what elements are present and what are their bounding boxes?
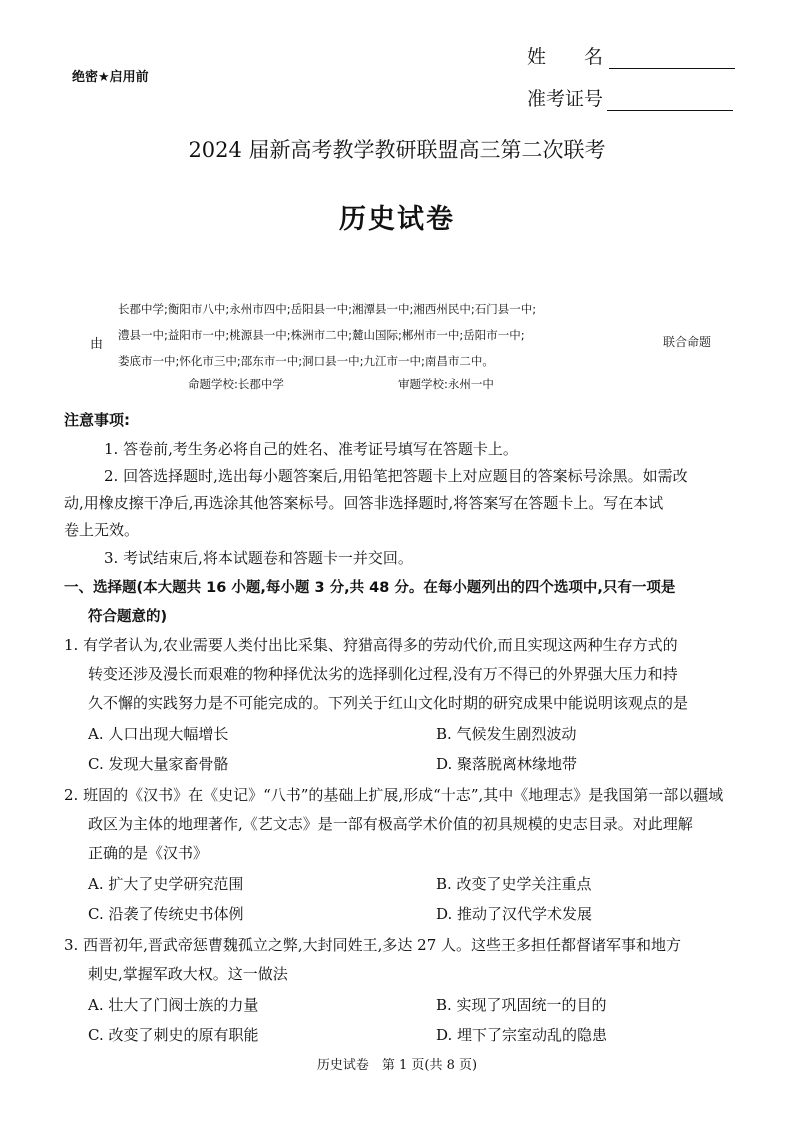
question-3-line-1: 3. 西晋初年,晋武帝惩曹魏孤立之弊,大封同姓王,多达 27 人。这些王多担任都督诸军事和地方 bbox=[64, 936, 682, 954]
question-3-option-c[interactable]: C. 改变了刺史的原有职能 bbox=[88, 1026, 259, 1044]
secret-label: 绝密★启用前 bbox=[72, 70, 149, 85]
section1-line-1: 一、选择题(本大题共 16 小题,每小题 3 分,共 48 分。在每小题列出的四个选项中,只有一项是 bbox=[64, 580, 676, 596]
question-2-line-2: 政区为主体的地理著作,《艺文志》是一部有极高学术价值的初具规模的史志目录。对此理解 bbox=[88, 815, 693, 833]
question-3-option-a[interactable]: A. 壮大了门阀士族的力量 bbox=[88, 996, 259, 1014]
schools-line-2: 澧县一中;益阳市一中;桃源县一中;株洲市二中;麓山国际;郴州市一中;岳阳市一中; bbox=[118, 328, 525, 342]
question-2-line-3: 正确的是《汉书》 bbox=[88, 844, 209, 862]
schools-prefix: 由 bbox=[90, 337, 104, 352]
section1-line-2: 符合题意的) bbox=[88, 609, 168, 625]
question-3-option-b[interactable]: B. 实现了巩固统一的目的 bbox=[436, 996, 607, 1014]
notice-item-2-line-3: 卷上无效。 bbox=[64, 521, 140, 539]
page-footer: 历史试卷 第 1 页(共 8 页) bbox=[316, 1058, 478, 1073]
question-2-option-a[interactable]: A. 扩大了史学研究范围 bbox=[88, 875, 244, 893]
question-2-option-c[interactable]: C. 沿袭了传统史书体例 bbox=[88, 905, 244, 923]
schools-line-1: 长郡中学;衡阳市八中;永州市四中;岳阳县一中;湘潭县一中;湘西州民中;石门县一中; bbox=[118, 302, 537, 316]
notice-item-3: 3. 考试结束后,将本试题卷和答题卡一并交回。 bbox=[104, 549, 413, 567]
question-2-option-b[interactable]: B. 改变了史学关注重点 bbox=[436, 875, 592, 893]
question-1-line-2: 转变还涉及漫长而艰难的物种择优汰劣的选择驯化过程,没有万不得已的外界强大压力和持 bbox=[88, 665, 678, 683]
id-field bbox=[527, 84, 733, 111]
subject-title: 历史试卷 bbox=[339, 204, 455, 235]
question-1-option-b[interactable]: B. 气候发生剧烈波动 bbox=[436, 725, 577, 743]
reviewer-school: 审题学校:永州一中 bbox=[398, 377, 494, 391]
question-3-line-2: 刺史,掌握军政大权。这一做法 bbox=[88, 965, 288, 983]
question-1-line-3: 久不懈的实践努力是不可能完成的。下列关于红山文化时期的研究成果中能说明该观点的是 bbox=[88, 694, 689, 712]
schools-line-3: 娄底市一中;怀化市三中;邵东市一中;洞口县一中;九江市一中;南昌市二中。 bbox=[118, 354, 494, 368]
name-field bbox=[527, 42, 735, 69]
name-label: 姓 名 bbox=[527, 46, 604, 68]
notice-item-2-line-2: 动,用橡皮擦干净后,再选涂其他答案标号。回答非选择题时,将答案写在答题卡上。写在本试 bbox=[64, 494, 664, 512]
exam-title: 2024 届新高考教学教研联盟高三第二次联考 bbox=[188, 138, 606, 162]
setter-school: 命题学校:长郡中学 bbox=[188, 377, 284, 391]
question-1-option-d[interactable]: D. 聚落脱离林缘地带 bbox=[436, 755, 578, 773]
notice-item-1: 1. 答卷前,考生务必将自己的姓名、准考证号填写在答题卡上。 bbox=[104, 440, 518, 458]
id-blank bbox=[607, 88, 733, 111]
id-label: 准考证号 bbox=[527, 88, 604, 110]
question-1-line-1: 1. 有学者认为,农业需要人类付出比采集、狩猎高得多的劳动代价,而且实现这两种生存方式的 bbox=[64, 636, 678, 654]
name-blank bbox=[609, 46, 735, 69]
schools-suffix: 联合命题 bbox=[663, 335, 712, 349]
notice-title: 注意事项: bbox=[64, 411, 130, 429]
question-3-option-d[interactable]: D. 埋下了宗室动乱的隐患 bbox=[436, 1026, 608, 1044]
notice-item-2-line-1: 2. 回答选择题时,选出每小题答案后,用铅笔把答题卡上对应题目的答案标号涂黑。如需改 bbox=[104, 467, 688, 485]
question-1-option-c[interactable]: C. 发现大量家畜骨骼 bbox=[88, 755, 229, 773]
question-2-line-1: 2. 班固的《汉书》在《史记》“八书”的基础上扩展,形成“十志”,其中《地理志》是我国第一部以疆域 bbox=[64, 786, 724, 804]
question-2-option-d[interactable]: D. 推动了汉代学术发展 bbox=[436, 905, 593, 923]
question-1-option-a[interactable]: A. 人口出现大幅增长 bbox=[88, 725, 229, 743]
